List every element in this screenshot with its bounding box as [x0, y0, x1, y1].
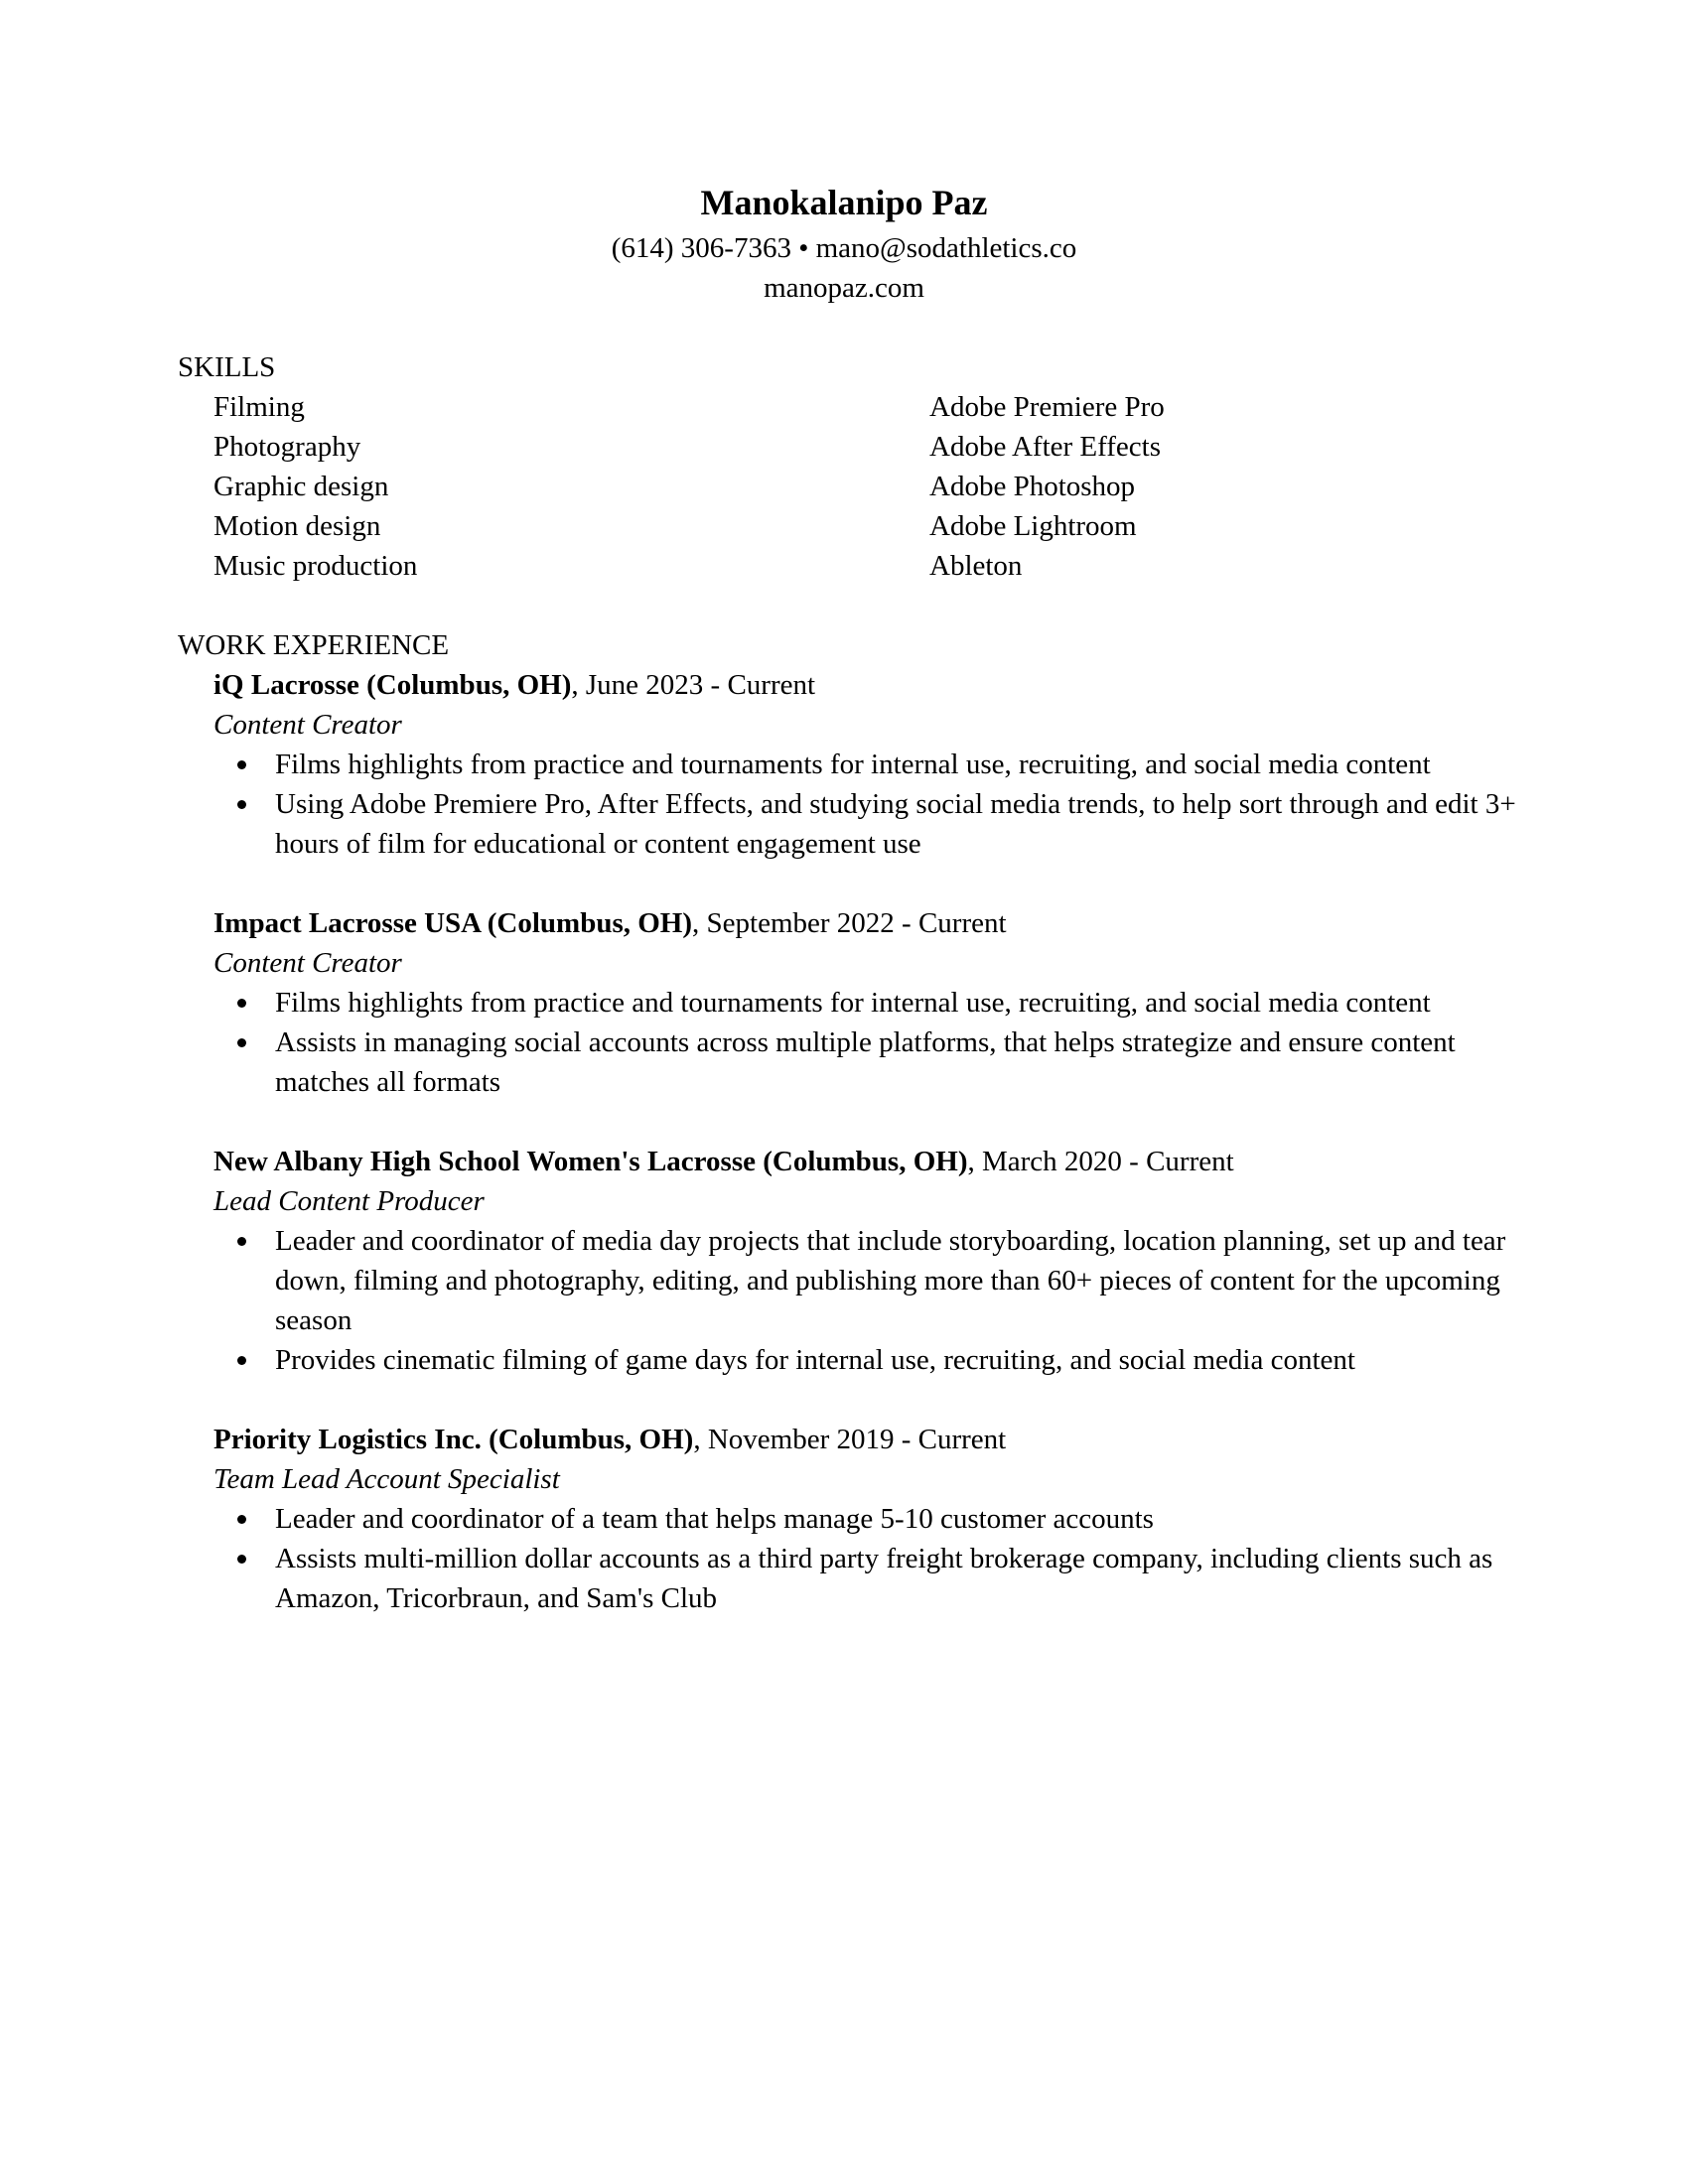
- job-title-line: [213, 903, 1508, 943]
- skill-item: Music production: [213, 550, 418, 582]
- company-name: iQ Lacrosse (Columbus, OH): [213, 669, 572, 701]
- job-bullet: [213, 983, 1526, 1023]
- job-dates: , September 2022 - Current: [692, 907, 1007, 939]
- skill-item: Adobe After Effects: [929, 431, 1161, 463]
- job-title-line: [213, 1142, 1508, 1181]
- bullet-text: Assists in managing social accounts across multiple platforms, that helps strategize and ensure content matches all formats: [275, 1026, 1456, 1098]
- skill-item: Adobe Premiere Pro: [929, 391, 1165, 423]
- bullet-icon: [237, 1555, 246, 1564]
- company-name: Priority Logistics Inc. (Columbus, OH): [213, 1424, 694, 1455]
- job-bullets: [213, 1499, 1508, 1618]
- website: manopaz.com: [764, 272, 924, 304]
- bullet-icon: [237, 1515, 246, 1524]
- job-dates: , June 2023 - Current: [571, 669, 816, 701]
- skills-list-left: [213, 387, 417, 586]
- company-name: Impact Lacrosse USA (Columbus, OH): [213, 907, 693, 939]
- contact-info: (614) 306-7363 • mano@sodathletics.co: [611, 232, 1077, 264]
- job-entry: [213, 903, 1508, 1102]
- bullet-text: Assists multi-million dollar accounts as a third party freight brokerage company, including clients such as Amazon, Tricorbraun, and Sam's Club: [275, 1543, 1493, 1614]
- bullet-text: Provides cinematic filming of game days for internal use, recruiting, and social media content: [275, 1344, 1355, 1376]
- work-experience-heading: WORK EXPERIENCE: [178, 629, 450, 661]
- work-experience-section: [178, 625, 1516, 1658]
- skill-item: Photography: [213, 431, 361, 463]
- job-entry: [213, 1142, 1508, 1380]
- job-dates: , March 2020 - Current: [967, 1146, 1234, 1177]
- job-bullets: [213, 983, 1508, 1102]
- job-bullet: [213, 1221, 1526, 1340]
- bullet-icon: [237, 760, 246, 769]
- skills-list-right: [929, 387, 1165, 586]
- job-bullet: [213, 1539, 1526, 1618]
- job-entry: [213, 1420, 1508, 1618]
- skills-heading: SKILLS: [178, 351, 276, 383]
- skill-item: Adobe Photoshop: [929, 471, 1136, 502]
- bullet-icon: [237, 1038, 246, 1047]
- company-name: New Albany High School Women's Lacrosse (Columbus, OH): [213, 1146, 968, 1177]
- job-title-line: [213, 1420, 1508, 1459]
- job-bullet: [213, 1023, 1526, 1102]
- skill-item: Graphic design: [213, 471, 389, 502]
- skill-item: Adobe Lightroom: [929, 510, 1137, 542]
- bullet-icon: [237, 800, 246, 809]
- job-bullet: [213, 784, 1526, 864]
- job-role: Content Creator: [213, 709, 402, 741]
- skill-item: Ableton: [929, 550, 1023, 582]
- bullet-text: Leader and coordinator of media day projects that include storyboarding, location planning, set up and tear down, filming and photography, editing, and publishing more than 60+ pieces of content for the upcoming season: [275, 1225, 1506, 1336]
- job-bullet: [213, 1499, 1526, 1539]
- job-role: Team Lead Account Specialist: [213, 1463, 560, 1495]
- bullet-icon: [237, 1356, 246, 1365]
- resume-header: [0, 177, 1688, 308]
- bullet-text: Using Adobe Premiere Pro, After Effects, and studying social media trends, to help sort through and edit 3+ hours of film for educational or content engagement use: [275, 788, 1516, 860]
- job-bullets: [213, 745, 1516, 864]
- bullet-text: Leader and coordinator of a team that helps manage 5-10 customer accounts: [275, 1503, 1154, 1535]
- job-title-line: [213, 665, 1508, 705]
- skills-section: [178, 347, 1508, 586]
- candidate-name: Manokalanipo Paz: [700, 183, 988, 222]
- job-bullet: [213, 745, 1526, 784]
- job-role: Content Creator: [213, 947, 402, 979]
- job-dates: , November 2019 - Current: [693, 1424, 1007, 1455]
- job-entry: [213, 665, 1516, 864]
- skill-item: Filming: [213, 391, 305, 423]
- job-role: Lead Content Producer: [213, 1185, 485, 1217]
- bullet-text: Films highlights from practice and tournaments for internal use, recruiting, and social media content: [275, 749, 1431, 780]
- job-bullets: [213, 1221, 1508, 1380]
- skills-grid: [178, 387, 1508, 586]
- job-bullet: [213, 1340, 1526, 1380]
- skill-item: Motion design: [213, 510, 381, 542]
- bullet-icon: [237, 1237, 246, 1246]
- bullet-icon: [237, 999, 246, 1008]
- bullet-text: Films highlights from practice and tournaments for internal use, recruiting, and social media content: [275, 987, 1431, 1019]
